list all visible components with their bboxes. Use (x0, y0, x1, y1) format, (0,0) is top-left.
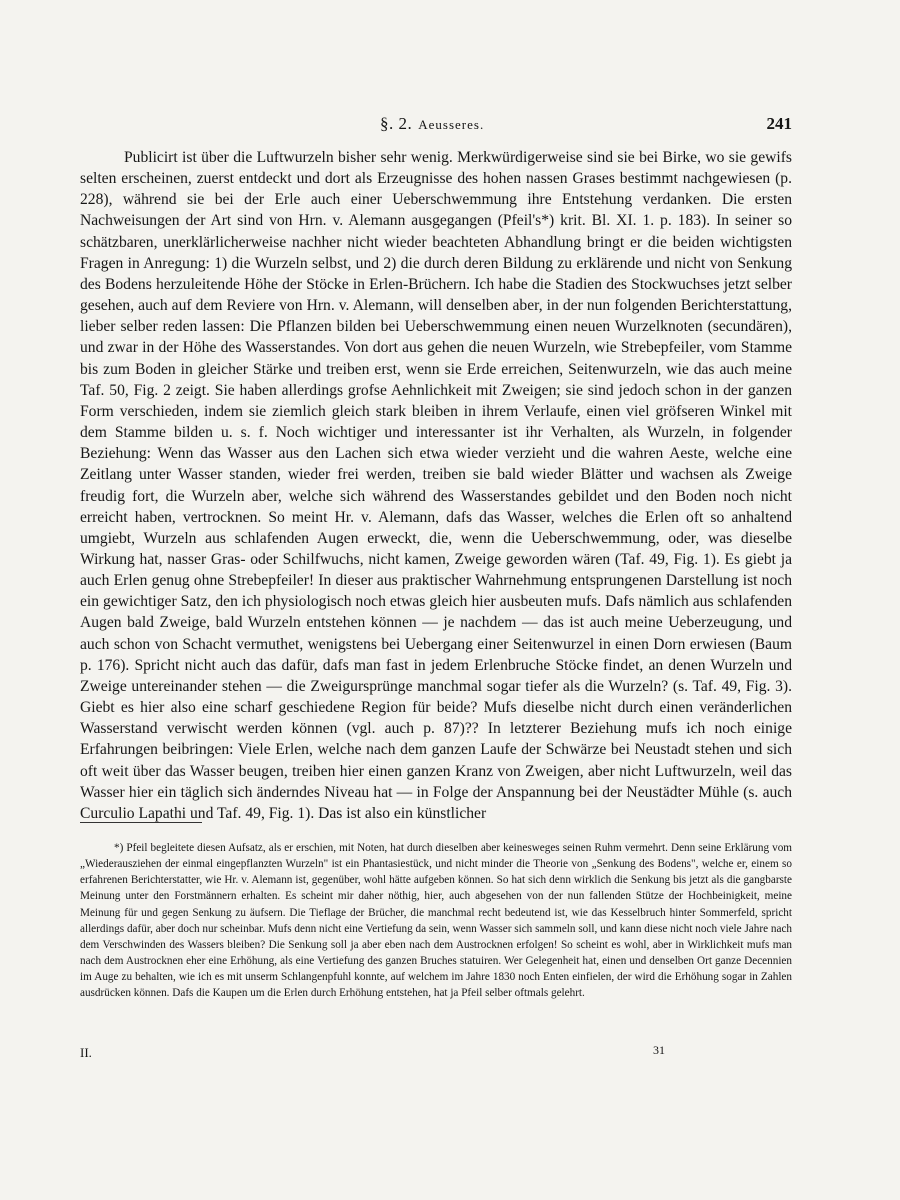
main-paragraph: Publicirt ist über die Luftwurzeln bisher sehr wenig. Merkwürdigerweise sind sie bei Birke, wo sie gewifs selten erscheinen, zuerst entdeckt und dort als Erzeugnisse des hohen nassen Grases bestimmt nachgewiesen (p. 228), während sie bei der Erle auch einer Ueberschwemmung ihre Entstehung verdanken. Die ersten Nachweisungen der Art sind von Hrn. v. Alemann ausgegangen (Pfeil's*) krit. Bl. XI. 1. p. 183). In seiner so schätzbaren, unerklärlicherweise nachher nicht wieder beachteten Abhandlung bringt er die beiden wichtigsten Fragen in Anregung: 1) die Wurzeln selbst, und 2) die durch deren Bildung zu erklärende und nicht von Senkung des Bodens herzuleitende Höhe der Stöcke in Erlen-Brüchern. Ich habe die Stadien des Stockwuchses jetzt selber gesehen, auch auf dem Reviere von Hrn. v. Alemann, will denselben aber, in der nun folgenden Berichterstattung, lieber selber reden lassen: Die Pflanzen bilden bei Ueberschwemmung einen neuen Wurzelknoten (secundären), und zwar in der Höhe des Wasserstandes. Von dort aus gehen die neuen Wurzeln, wie Strebepfeiler, vom Stamme bis zum Boden in gleicher Stärke und treiben erst, wenn sie Erde erreichen, Seitenwurzeln, wie das auch meine Taf. 50, Fig. 2 zeigt. Sie haben allerdings grofse Aehnlichkeit mit Zweigen; sie sind jedoch schon in der ganzen Form verschieden, indem sie ziemlich gleich stark bleiben in ihrem Verlaufe, einen viel gröfseren Winkel mit dem Stamme bilden u. s. f. Noch wichtiger und interessanter ist ihr Verhalten, als Wurzeln, in folgender Beziehung: Wenn das Wasser aus den Lachen sich etwa wieder verzieht und die wahren Aeste, welche eine Zeitlang unter Wasser standen, wieder frei werden, treiben sie bald wieder Blätter und wachsen als Zweige freudig fort, die Wurzeln aber, welche sich während des Wasserstandes gebildet und den Boden noch nicht erreicht haben, vertrocknen. So meint Hr. v. Alemann, dafs das Wasser, welches die Erlen oft so anhaltend umgiebt, Wurzeln aus schlafenden Augen erweckt, die, wenn die Ueberschwemmung, oder, was dieselbe Wirkung hat, nasser Gras- oder Schilfwuchs, nicht kamen, Zweige geworden wären (Taf. 49, Fig. 1). Es giebt ja auch Erlen genug ohne Strebepfeiler! In dieser aus praktischer Wahrnehmung entsprungenen Darstellung ist noch ein gewichtiger Satz, den ich physiologisch noch etwas gleich hier ausbeuten mufs. Dafs nämlich aus schlafenden Augen bald Zweige, bald Wurzeln entstehen können — je nachdem — das ist auch meine Ueberzeugung, und auch schon von Schacht vermuthet, wenigstens bei Uebergang einer Seitenwurzel in einen Dorn erwiesen (Baum p. 176). Spricht nicht auch das dafür, dafs man fast in jedem Erlenbruche Stöcke findet, an denen Wurzeln und Zweige untereinander stehen — die Zweigursprünge manchmal sogar tiefer als die Wurzeln? (s. Taf. 49, Fig. 3). Giebt es hier also eine scharf geschiedene Region für beide? Mufs dieselbe nicht durch einen veränderlichen Wasserstand verwischt werden können (vgl. auch p. 87)?? In letzterer Beziehung mufs ich noch einige Erfahrungen beibringen: Viele Erlen, welche nach dem ganzen Laufe der Schwärze bei Neustadt stehen und sich oft weit über das Wasser beugen, treiben hier einen ganzen Kranz von Zweigen, aber nicht Luftwurzeln, weil das Wasser hier ein täglich sich änderndes Niveau hat — in Folge der Anspannung bei der Neustädter Mühle (s. auch Curculio Lapathi und Taf. 49, Fig. 1). Das ist also ein künstlicher (80, 149, 792, 822)
page-number: 241 (766, 114, 792, 133)
running-title (380, 114, 484, 134)
page-header (80, 114, 792, 138)
main-text-block (80, 147, 792, 824)
section-number: §. 2. (380, 114, 413, 133)
volume-signature: II. (80, 1045, 92, 1060)
section-title: Aeusseres. (418, 117, 485, 132)
footnote-separator (80, 822, 202, 823)
sheet-number: 31 (653, 1043, 665, 1057)
footnote-block (80, 840, 792, 1002)
footnote-text: *) Pfeil begleitete diesen Aufsatz, als er erschien, mit Noten, hat durch dieselben aber keinesweges seinen Ruhm vermehrt. Denn seine Erklärung vom „Wiederausziehen der einmal eingepflanzten Wurzeln" ist ein Phantasiestück, und nicht minder die Theorie von „Senkung des Bodens", welche er, einem so erfahrenen Berichterstatter, wie Hr. v. Alemann ist, gegenüber, wohl hätte aufgeben können. So hat sich denn wirklich die Senkung bis jetzt als die gangbarste Meinung unter den Forstmännern erhalten. Es scheint mir daher nöthig, hier, auch abgesehen von der nun fallenden Stütze der Hochbeinigkeit, meine Meinung für und gegen Senkung zu äufsern. Die Tieflage der Brücher, die manchmal recht bedeutend ist, wie das Kesselbruch hinter Sommerfeld, spricht allerdings dafür, aber doch nur scheinbar. Mufs denn nicht eine Vertiefung da sein, wenn Wasser sich sammeln soll, und kann diese nicht noch viele Jahre nach dem Verschwinden des Wassers bleiben? Die Senkung soll ja aber eben nach dem Austrocknen erfolgen! So scheint es wohl, aber in Wirklichkeit mufs man nach dem Austrocknen eher eine Erhöhung, als eine Vertiefung des ganzen Bruches statuiren. Wer Gelegenheit hat, einen und denselben Ort ganze Decennien im Auge zu behalten, wie ich es mit unserm Schlangenpfuhl konnte, auf welchem im Jahre 1830 noch Enten einfielen, der wird die Erhöhung sogar in Zahlen ausdrücken können. Dafs die Kaupen um die Erlen durch Erhöhung entstehen, hat ja Pfeil selber oftmals gelehrt. (80, 842, 792, 1000)
